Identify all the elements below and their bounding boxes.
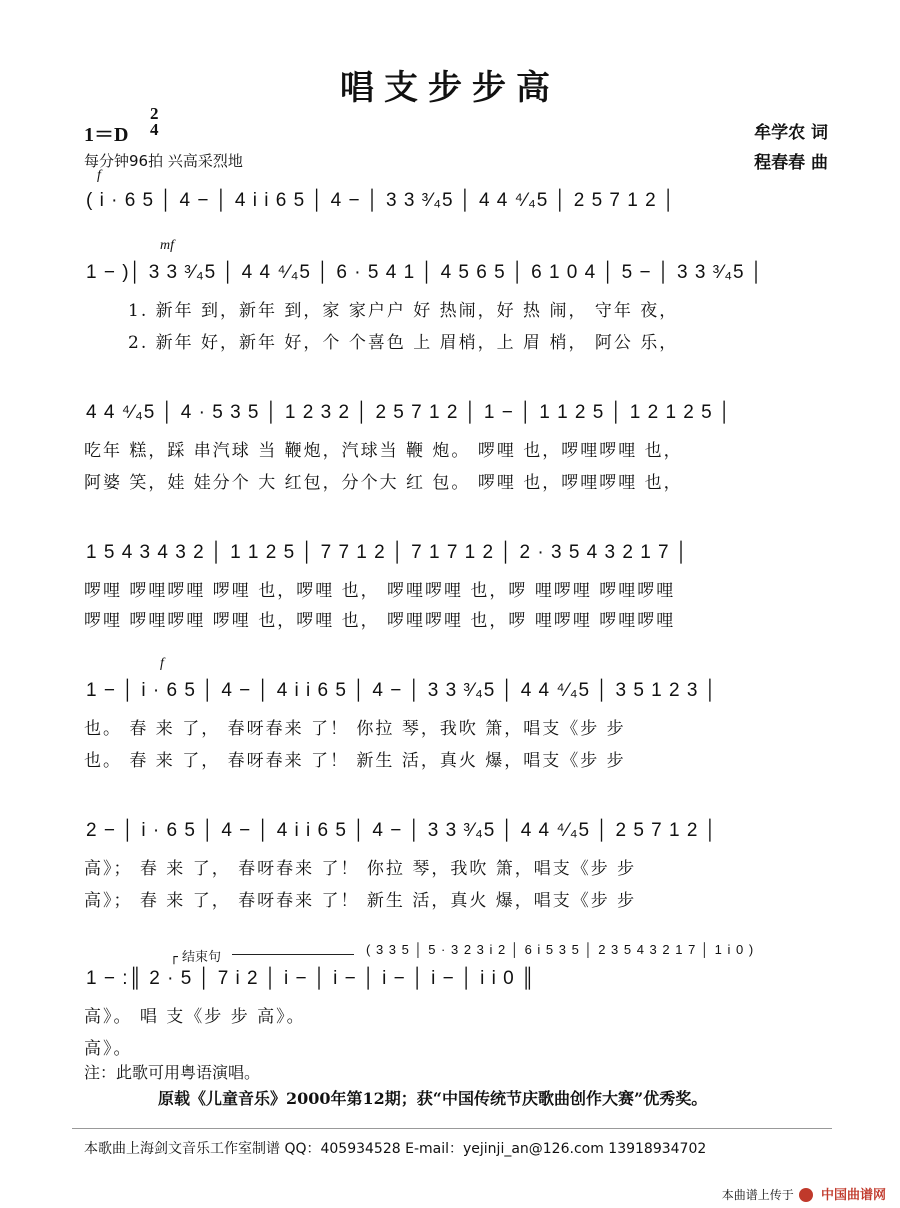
coda-line [232,954,354,955]
performance-note: 注：此歌可用粤语演唱。 [84,1063,261,1082]
meter-top: 2 [150,104,159,123]
site-logo[interactable]: 中国曲谱网 [820,1188,886,1203]
lyricist-credit: 牟学农 词 [754,123,828,143]
upload-credit [722,1184,886,1203]
lyrics-line: 1. 新年 到，新年 到，家 家户户 好 热闹，好 热 闹， 守年 夜， [128,301,679,321]
dynamic-mezzo-forte: mf [160,238,174,253]
coda-label: ┌ 结束句 [170,950,221,965]
dynamic-forte: f [97,168,101,183]
notation-system-5: 1 − │ i · 6 5 │ 4 − │ 4 i i 6 5 │ 4 − │ 3 3 ³⁄₄5 │ 4 4 ⁴⁄₄5 │ 3 5 1 2 3 │ [86,680,718,701]
lyrics-line: 也。 春 来 了， 春呀春来 了！ 你拉 琴，我吹 箫，唱支《步 步 [84,719,626,739]
notation-system-6: 2 − │ i · 6 5 │ 4 − │ 4 i i 6 5 │ 4 − │ 3 3 ³⁄₄5 │ 4 4 ⁴⁄₄5 │ 2 5 7 1 2 │ [86,820,718,841]
publication-source: 原载《儿童音乐》2000年第12期；获“中国传统节庆歌曲创作大赛”优秀奖。 [158,1089,708,1108]
coda-accompaniment: ( 3 3 5 │ 5 · 3 2 3 i 2 │ 6 i 5 3 5 │ 2 3 5 4 3 2 1 7 │ 1 i 0 ) [366,942,755,957]
tempo-marking: 每分钟96拍 兴高采烈地 [84,152,243,170]
song-title: 唱支步步高 [340,68,560,108]
upload-text: 本曲谱上传于 [721,1188,794,1202]
key-signature: 1＝D [84,124,129,146]
notation-system-2: 1 − )│ 3 3 ³⁄₄5 │ 4 4 ⁴⁄₄5 │ 6 · 5 4 1 │ 4 5 6 5 │ 6 1 0 4 │ 5 − │ 3 3 ³⁄₄5 │ [86,262,764,283]
lyrics-line: 啰哩 啰哩啰哩 啰哩 也，啰哩 也， 啰哩啰哩 也，啰 哩啰哩 啰哩啰哩 [84,611,676,631]
footer-divider [72,1128,832,1129]
lyrics-line: 高》； 春 来 了， 春呀春来 了！ 你拉 琴，我吹 箫，唱支《步 步 [84,859,637,879]
lyrics-line: 2. 新年 好，新年 好，个 个喜色 上 眉梢，上 眉 梢， 阿公 乐， [128,333,679,353]
composer-credit: 程春春 曲 [754,153,828,173]
dynamic-forte: f [160,656,164,671]
coda-bracket-icon: ┌ [170,950,182,965]
notation-coda: 1 − :║ 2 · 5 │ 7 i 2 │ i − │ i − │ i − │ i − │ i i 0 ║ [86,968,536,989]
lyrics-line: 高》。 唱 支《步 步 高》。 [84,1007,306,1027]
lyrics-line: 也。 春 来 了， 春呀春来 了！ 新生 活，真火 爆，唱支《步 步 [84,751,626,771]
lyrics-line: 高》。 [84,1039,133,1059]
notation-system-1: ( i · 6 5 │ 4 − │ 4 i i 6 5 │ 4 − │ 3 3 ³⁄₄5 │ 4 4 ⁴⁄₄5 │ 2 5 7 1 2 │ [86,190,676,211]
lyrics-line: 啰哩 啰哩啰哩 啰哩 也，啰哩 也， 啰哩啰哩 也，啰 哩啰哩 啰哩啰哩 [84,581,676,601]
site-logo-icon [799,1188,813,1202]
notation-system-4: 1 5 4 3 4 3 2 │ 1 1 2 5 │ 7 7 1 2 │ 7 1 7 1 2 │ 2 · 3 5 4 3 2 1 7 │ [86,542,689,563]
lyrics-line: 吃年 糕，踩 串汽球 当 鞭炮，汽球当 鞭 炮。 啰哩 也，啰哩啰哩 也， [84,441,683,461]
studio-footer: 本歌曲上海剑文音乐工作室制谱 QQ：405934528 E-mail：yejinji_an@126.com 13918934702 [84,1141,707,1157]
time-signature [150,106,159,138]
lyrics-line: 高》； 春 来 了， 春呀春来 了！ 新生 活，真火 爆，唱支《步 步 [84,891,637,911]
lyrics-line: 阿婆 笑，娃 娃分个 大 红包，分个大 红 包。 啰哩 也，啰哩啰哩 也， [84,473,683,493]
notation-system-3: 4 4 ⁴⁄₄5 │ 4 · 5 3 5 │ 1 2 3 2 │ 2 5 7 1 2 │ 1 − │ 1 1 2 5 │ 1 2 1 2 5 │ [86,402,732,423]
meter-bottom: 4 [150,120,159,139]
